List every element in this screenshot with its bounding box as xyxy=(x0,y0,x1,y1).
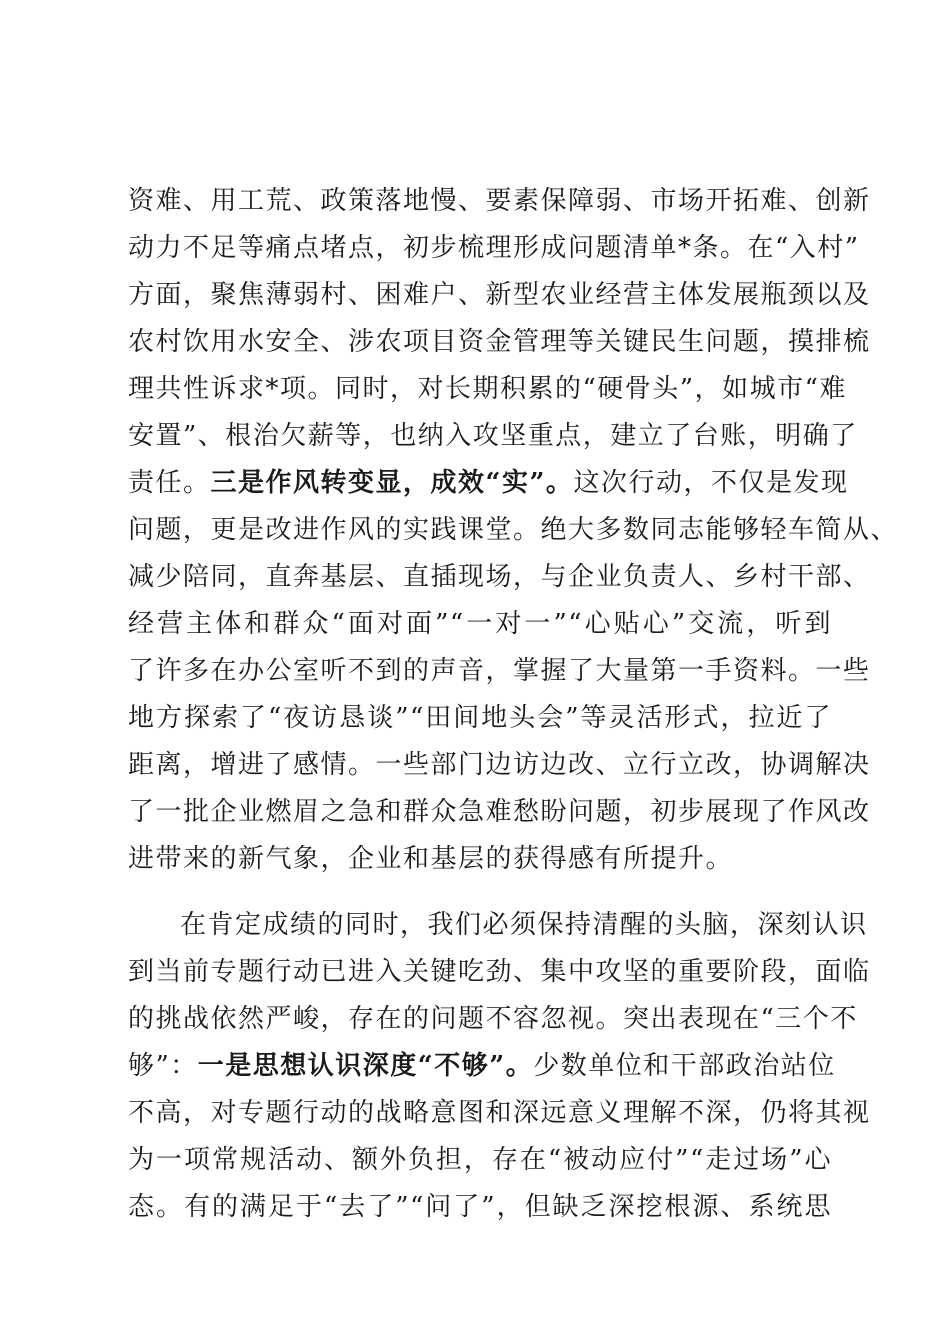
text-line: 动力不足等痛点堵点，初步梳理形成问题清单*条。在“入村” xyxy=(128,233,860,263)
text-line: 在肯定成绩的同时，我们必须保持清醒的头脑，深刻认识 xyxy=(180,910,868,940)
text-segment: 这次行动，不仅是发现 xyxy=(573,468,849,498)
paragraph-achievements xyxy=(128,178,899,883)
text-line: 方面，聚焦薄弱村、困难户、新型农业经营主体发展瓶颈以及 xyxy=(128,280,871,310)
paragraph-spacing xyxy=(128,883,832,902)
text-line: 为一项常规活动、额外负担，存在“被动应付”“走过场”心 xyxy=(128,1145,832,1175)
text-line: 了一批企业燃眉之急和群众急难愁盼问题，初步展现了作风改 xyxy=(128,797,871,827)
bold-heading-point-one: 一是思想认识深度“不够”。 xyxy=(197,1051,534,1081)
paragraph-problems xyxy=(128,902,871,1231)
text-line: 问题，更是改进作风的实践课堂。绝大多数同志能够轻车简从、 xyxy=(128,515,899,545)
text-line: 距离，增进了感情。一些部门边访边改、立行立改，协调解决 xyxy=(128,750,871,780)
text-line: 安置”、根治欠薪等，也纳入攻坚重点，建立了台账，明确了 xyxy=(128,421,858,451)
text-line: 不高，对专题行动的战略意图和深远意义理解不深，仍将其视 xyxy=(128,1098,871,1128)
bold-heading-point-three: 三是作风转变显，成效“实”。 xyxy=(210,468,574,498)
document-page xyxy=(128,178,899,1231)
text-line: 的挑战依然严峻，存在的问题不容忽视。突出表现在“三个不 xyxy=(128,1004,858,1034)
text-segment: 责任。 xyxy=(128,468,211,498)
text-line: 到当前专题行动已进入关键吃劲、集中攻坚的重要阶段，面临 xyxy=(128,957,871,987)
text-line: 地方探索了“夜访恳谈”“田间地头会”等灵活形式，拉近了 xyxy=(128,703,832,733)
text-line: 资难、用工荒、政策落地慢、要素保障弱、市场开拓难、创新 xyxy=(128,186,871,216)
text-line: 理共性诉求*项。同时，对长期积累的“硬骨头”，如城市“难 xyxy=(128,374,847,404)
text-segment: 够”： xyxy=(128,1051,198,1081)
text-line xyxy=(128,460,849,507)
text-line: 农村饮用水安全、涉农项目资金管理等关键民生问题，摸排梳 xyxy=(128,327,871,357)
text-line: 了许多在办公室听不到的声音，掌握了大量第一手资料。一些 xyxy=(128,656,871,686)
text-line: 减少陪同，直奔基层、直插现场，与企业负责人、乡村干部、 xyxy=(128,562,871,592)
text-line xyxy=(128,1043,836,1090)
text-segment: 少数单位和干部政治站位 xyxy=(533,1051,836,1081)
text-line: 经营主体和群众“面对面”“一对一”“心贴心”交流，听到 xyxy=(128,609,832,639)
text-line: 进带来的新气象，企业和基层的获得感有所提升。 xyxy=(128,844,734,874)
text-line: 态。有的满足于“去了”“问了”，但缺乏深挖根源、系统思 xyxy=(128,1192,832,1222)
